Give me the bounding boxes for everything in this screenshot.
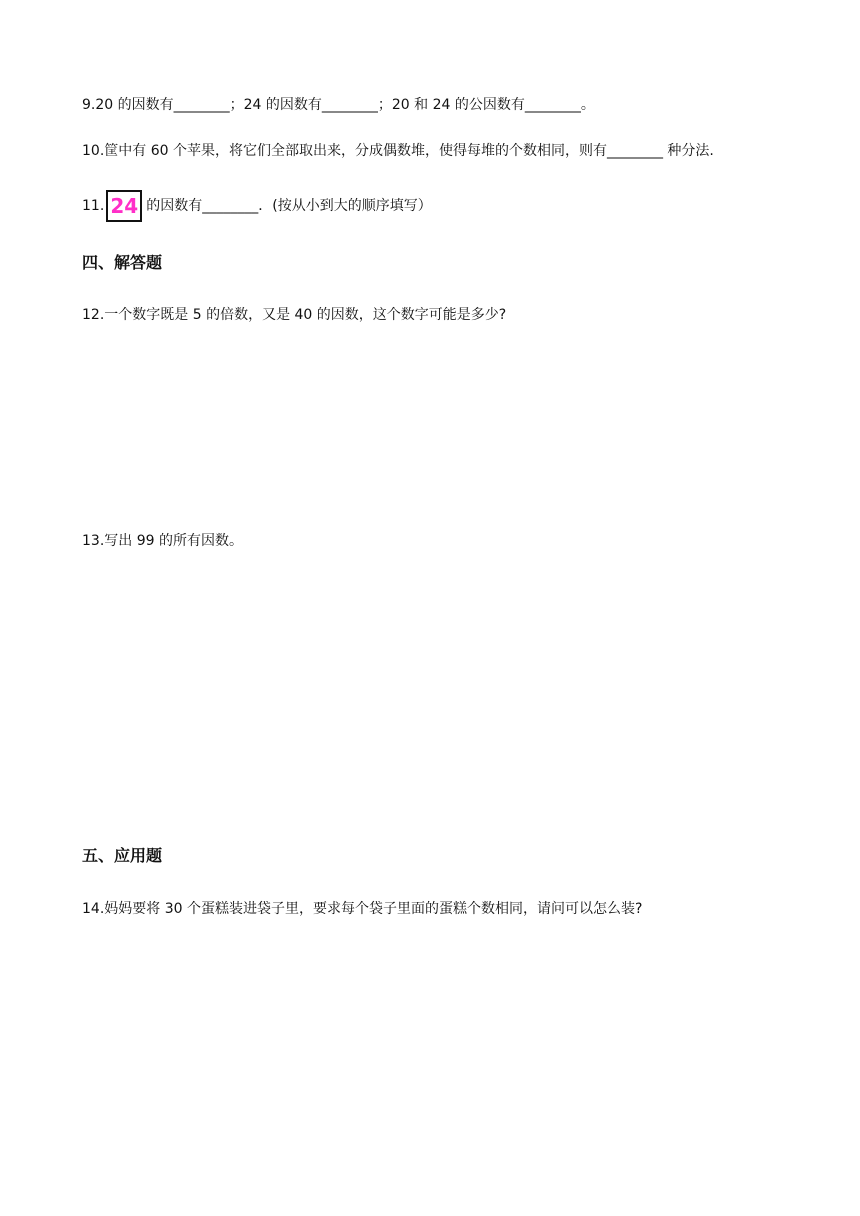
question-13: 13.写出 99 的所有因数。 — [82, 533, 243, 549]
question-11 — [82, 190, 432, 222]
section-heading-answer: 四、解答题 — [82, 253, 163, 272]
question-9: 9.20 的因数有________；24 的因数有________；20 和 24 的公因数有________。 — [82, 97, 595, 113]
boxed-number-text: 24 — [110, 194, 139, 218]
question-11-number: 11. — [82, 198, 105, 214]
question-11-text: 的因数有________．(按从小到大的顺序填写） — [146, 198, 432, 214]
section-heading-application: 五、应用题 — [82, 846, 163, 865]
question-12: 12.一个数字既是 5 的倍数，又是 40 的因数，这个数字可能是多少? — [82, 307, 507, 323]
question-14: 14.妈妈要将 30 个蛋糕装进袋子里，要求每个袋子里面的蛋糕个数相同，请问可以怎么装? — [82, 901, 643, 917]
question-10: 10.筐中有 60 个苹果，将它们全部取出来，分成偶数堆，使得每堆的个数相同，则有________ 种分法. — [82, 143, 714, 159]
boxed-number-image — [106, 190, 142, 222]
